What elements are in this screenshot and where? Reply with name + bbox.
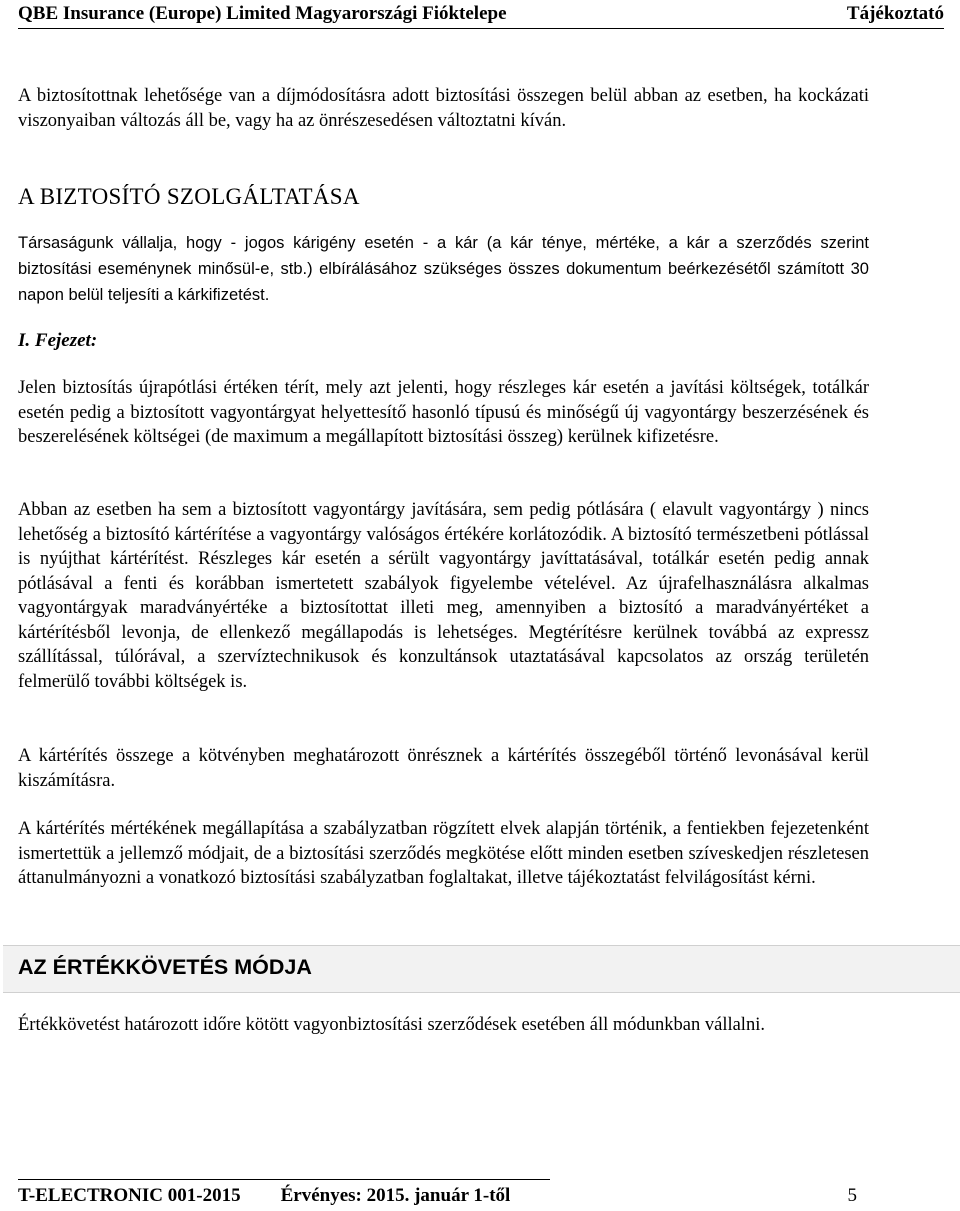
chapter-paragraph-1: Jelen biztosítás újrapótlási értéken térít, mely azt jelenti, hogy részleges kár esetén a javítási költségek, totálkár esetén pedig a biztosított vagyontárgyat helyettesítő hasonló típusú és minőségű új vagyontárgy beszerzésének és beszerelésének költségei (de maximum a megállapított biztosítási összeg) kerülnek kifizetésre.	[18, 378, 869, 447]
chapter-paragraph-4: A kártérítés mértékének megállapítása a szabályzatban rögzített elvek alapján történik, a fentiekben fejezetenként ismertettük a jellemző módjait, de a biztosítási szerződés megkötése előtt minden esetben szíveskedjen részletesen áttanulmányozni a vonatkozó biztosítási szabályzatban foglaltakat, illetve tájékoztatást felvilágosítást kérni.	[18, 819, 869, 888]
chapter-paragraph-2: Abban az esetben ha sem a biztosított vagyontárgy javítására, sem pedig pótlására ( elavult vagyontárgy ) nincs lehetőség a biztosító kártérítése a vagyontárgy valóságos értékére korlátozódik. A biztosító természetbeni pótlással is nyújthat kártérítést. Részleges kár esetén a sérült vagyontárgy javíttatásával, totálkár esetén pedig annak pótlásával a fenti és korábban ismertetett szabályok figyelembe vételével. Az újrafelhasználásra alkalmas vagyontárgyak maradványértéke a biztosítottat illeti meg, amennyiben a biztosító a maradványértéket a kártérítésből levonja, de ellenkező megállapodás is lehetséges. Megtérítésre kerülnek továbbá az expressz szállítással, túlórával, a szervíztechnikusok és konzultánsok utaztatásával kapcsolatos az ország területén felmerülő további költségek is.	[18, 500, 869, 692]
header-divider	[18, 28, 944, 29]
document-code: T-ELECTRONIC 001-2015	[18, 1185, 241, 1206]
footer-divider	[18, 1179, 550, 1180]
page-header	[18, 0, 944, 28]
document-type: Tájékoztató	[846, 3, 944, 24]
chapter-paragraph-3: A kártérítés összege a kötvényben meghatározott önrésznek a kártérítés összegéből történő levonásával kerül kiszámításra.	[18, 746, 869, 791]
value-tracking-paragraph: Értékkövetést határozott időre kötött vagyonbiztosítási szerződések esetében áll módunkban vállalni.	[18, 1015, 765, 1035]
intro-paragraph: A biztosítottnak lehetősége van a díjmódosításra adott biztosítási összegen belül abban az esetben, ha kockázati viszonyaiban változás áll be, vagy ha az önrészesedésen változtatni kíván.	[18, 86, 869, 131]
company-name: QBE Insurance (Europe) Limited Magyarországi Fióktelepe	[18, 3, 507, 24]
section-title-value-tracking: AZ ÉRTÉKKÖVETÉS MÓDJA	[18, 955, 312, 979]
section-title-service: A BIZTOSÍTÓ SZOLGÁLTATÁSA	[18, 184, 360, 209]
section-heading-band	[3, 945, 960, 993]
validity-date: Érvényes: 2015. január 1-től	[280, 1185, 511, 1206]
page-footer	[18, 1185, 857, 1207]
service-paragraph: Társaságunk vállalja, hogy - jogos kárigény esetén - a kár (a kár ténye, mértéke, a kár a szerződés szerint biztosítási eseménynek minősül-e, stb.) elbírálásához szükséges összes dokumentum beérkezésétől számított 30 napon belül teljesíti a kárkifizetést.	[18, 234, 869, 304]
page-number: 5	[847, 1185, 857, 1206]
chapter-title: I. Fejezet:	[18, 330, 98, 351]
